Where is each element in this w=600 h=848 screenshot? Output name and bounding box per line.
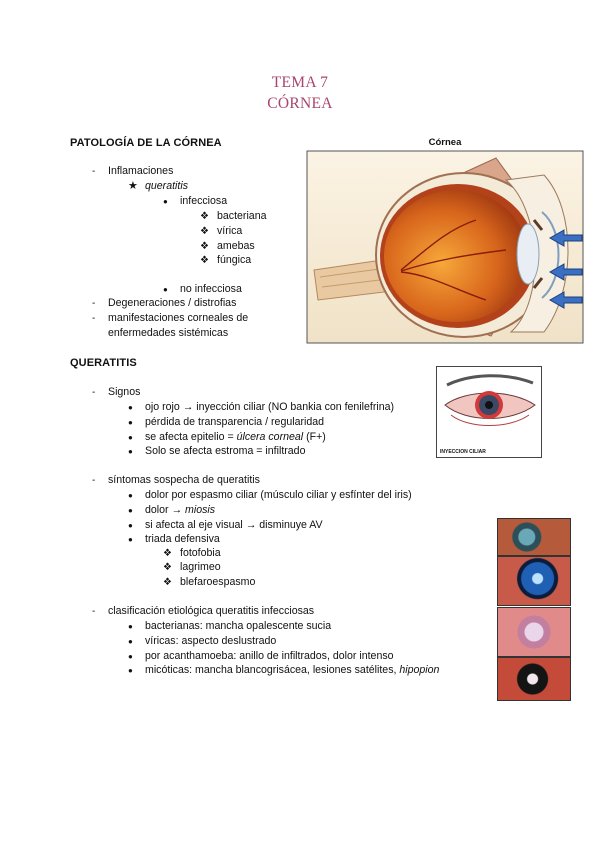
diamond-bullet: ❖ xyxy=(200,211,209,222)
list-item-no-infecciosa: no infecciosa xyxy=(180,283,242,295)
list-item-manifestaciones-line2: enfermedades sistémicas xyxy=(108,327,229,339)
star-bullet: ★ xyxy=(128,180,138,192)
round-bullet: ● xyxy=(128,433,133,442)
dash-bullet: - xyxy=(92,298,96,309)
figure-caption: Córnea xyxy=(428,137,462,148)
page-title: TEMA 7 xyxy=(271,74,329,91)
round-bullet: ● xyxy=(128,506,133,515)
cornea-figure xyxy=(306,136,584,343)
list-item-degeneraciones: Degeneraciones / distrofias xyxy=(108,297,237,309)
dash-bullet: - xyxy=(92,606,96,617)
diamond-bullet: ❖ xyxy=(200,255,209,266)
clasificacion-item-viricas: víricas: aspecto deslustrado xyxy=(145,635,277,647)
diamond-bullet: ❖ xyxy=(200,226,209,237)
list-item-bacteriana: bacteriana xyxy=(217,210,267,222)
clasificacion-label: clasificación etiológica queratitis infecciosas xyxy=(108,605,315,617)
round-bullet: ● xyxy=(163,285,168,294)
clasificacion-item-acanthamoeba: por acanthamoeba: anillo de infiltrados, dolor intenso xyxy=(145,650,394,662)
emphasis-text: miosis xyxy=(185,504,216,516)
round-bullet: ● xyxy=(128,447,133,456)
clinical-photo-viral xyxy=(497,556,571,606)
emphasis-text: hipopion xyxy=(399,664,440,676)
signos-item-2: pérdida de transparencia / regularidad xyxy=(145,416,325,428)
emphasis-text: úlcera corneal xyxy=(236,431,304,443)
section-heading-queratitis: QUERATITIS xyxy=(70,357,137,369)
clinical-photo-bacterial xyxy=(497,518,571,556)
round-bullet: ● xyxy=(163,197,168,206)
sintomas-item-2 xyxy=(145,504,215,517)
sintomas-label: síntomas sospecha de queratitis xyxy=(108,474,260,486)
signos-item-3 xyxy=(145,431,326,444)
clasificacion-item-micoticas xyxy=(145,664,439,677)
text-fragment: micóticas: mancha blancogrisácea, lesiones satélites, xyxy=(145,664,400,676)
signos-item-1: ojo rojo → inyección ciliar (NO bankia con fenilefrina) xyxy=(145,401,395,413)
list-item-fungica: fúngica xyxy=(217,254,252,266)
sintomas-item-1: dolor por espasmo ciliar (músculo ciliar y esfínter del iris) xyxy=(145,489,412,501)
eye-photo-illustration xyxy=(437,367,541,445)
dash-bullet: - xyxy=(92,387,96,398)
round-bullet: ● xyxy=(128,521,133,530)
dash-bullet: - xyxy=(92,475,96,486)
clasificacion-item-bacterianas: bacterianas: mancha opalescente sucia xyxy=(145,620,332,632)
list-item-inflamaciones: Inflamaciones xyxy=(108,165,174,177)
round-bullet: ● xyxy=(128,491,133,500)
eye-anatomy-illustration xyxy=(306,150,584,344)
round-bullet: ● xyxy=(128,622,133,631)
dash-bullet: - xyxy=(92,313,96,324)
list-item-queratitis: queratitis xyxy=(145,180,188,192)
list-item-virica: vírica xyxy=(217,225,243,237)
text-fragment: dolor → xyxy=(145,504,186,516)
clinical-photo-acanthamoeba xyxy=(497,607,571,657)
sintomas-item-4: triada defensiva xyxy=(145,533,220,545)
diamond-bullet: ❖ xyxy=(163,562,172,573)
image-label: INYECCION CILIAR xyxy=(440,449,486,455)
triada-item-lagrimeo: lagrimeo xyxy=(180,561,221,573)
ciliary-injection-image xyxy=(436,366,542,458)
section-heading-patologia: PATOLOGÍA DE LA CÓRNEA xyxy=(70,137,222,149)
text-fragment: (F+) xyxy=(303,431,326,443)
round-bullet: ● xyxy=(128,535,133,544)
list-item-manifestaciones-line1: manifestaciones corneales de xyxy=(108,312,249,324)
round-bullet: ● xyxy=(128,637,133,646)
diamond-bullet: ❖ xyxy=(163,577,172,588)
round-bullet: ● xyxy=(128,666,133,675)
signos-item-4: Solo se afecta estroma = infiltrado xyxy=(145,445,306,457)
sintomas-item-3: si afecta al eje visual → disminuye AV xyxy=(145,519,323,531)
signos-label: Signos xyxy=(108,386,141,398)
page-subtitle: CÓRNEA xyxy=(267,95,333,112)
dash-bullet: - xyxy=(92,166,96,177)
list-item-amebas: amebas xyxy=(217,240,255,252)
list-item-infecciosa: infecciosa xyxy=(180,195,228,207)
round-bullet: ● xyxy=(128,403,133,412)
triada-item-fotofobia: fotofobia xyxy=(180,547,221,559)
round-bullet: ● xyxy=(128,652,133,661)
text-fragment: se afecta epitelio = xyxy=(145,431,237,443)
diamond-bullet: ❖ xyxy=(200,241,209,252)
diamond-bullet: ❖ xyxy=(163,548,172,559)
round-bullet: ● xyxy=(128,418,133,427)
triada-item-blefaroespasmo: blefaroespasmo xyxy=(180,576,256,588)
clinical-photo-fungal xyxy=(497,657,571,701)
